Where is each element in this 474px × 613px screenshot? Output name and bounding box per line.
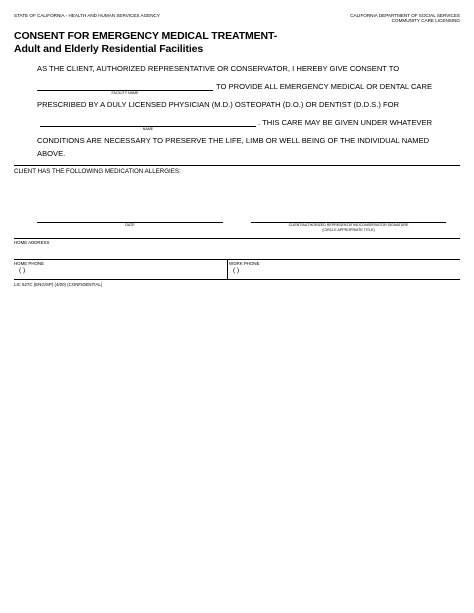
- form-title-line1: CONSENT FOR EMERGENCY MEDICAL TREATMENT-: [14, 30, 278, 42]
- work-phone-label: WORK PHONE: [229, 260, 260, 266]
- contact-column-divider: [227, 259, 228, 279]
- facility-name-caption: FACILITY NAME: [111, 90, 139, 95]
- signature-caption-line1: CLIENT/AUTHORIZED REPRESENTATIVE/CONSERVATOR SIGNATURE: [288, 223, 409, 227]
- consent-line1: AS THE CLIENT, AUTHORIZED REPRESENTATIVE OR CONSERVATOR, I HEREBY GIVE CONSENT TO: [37, 64, 400, 73]
- consent-line3: PRESCRIBED BY A DULY LICENSED PHYSICIAN (M.D.) OSTEOPATH (D.O.) OR DENTIST (D.D.S.) FOR: [37, 100, 400, 109]
- home-address-label: HOME ADDRESS: [14, 239, 50, 245]
- work-phone-field[interactable]: ( ): [233, 267, 240, 274]
- form-title-line2: Adult and Elderly Residential Facilities: [14, 43, 204, 55]
- contact-middle-rule: [14, 259, 460, 260]
- signature-caption-line2: (CIRCLE APPROPRIATE TITLE): [322, 228, 375, 232]
- agency-right-line1: CALIFORNIA DEPARTMENT OF SOCIAL SERVICES: [350, 13, 460, 18]
- form-id: LIC 627C (ENG/SP) (4/00) (CONFIDENTIAL): [14, 282, 103, 287]
- allergies-field[interactable]: [14, 178, 460, 218]
- contact-bottom-rule: [14, 279, 460, 280]
- consent-line5: CONDITIONS ARE NECESSARY TO PRESERVE THE LIFE, LIMB OR WELL BEING OF THE INDIVIDUAL NAMED: [37, 136, 430, 145]
- home-address-field[interactable]: [14, 246, 460, 258]
- home-phone-field[interactable]: ( ): [19, 267, 26, 274]
- consent-line4: . THIS CARE MAY BE GIVEN UNDER WHATEVER: [258, 118, 433, 127]
- consent-line6: ABOVE.: [37, 149, 66, 158]
- contact-top-rule: [14, 238, 460, 239]
- agency-right-line2: COMMUNITY CARE LICENSING: [391, 18, 460, 23]
- agency-left: STATE OF CALIFORNIA - HEALTH AND HUMAN SERVICES AGENCY: [14, 13, 160, 18]
- consent-line2: TO PROVIDE ALL EMERGENCY MEDICAL OR DENTAL CARE: [216, 82, 433, 91]
- date-caption: DATE: [125, 223, 135, 227]
- section-divider: [14, 165, 460, 166]
- home-phone-label: HOME PHONE: [14, 260, 45, 266]
- client-name-caption: NAME: [142, 126, 154, 131]
- allergies-label: CLIENT HAS THE FOLLOWING MEDICATION ALLERGIES:: [14, 168, 181, 175]
